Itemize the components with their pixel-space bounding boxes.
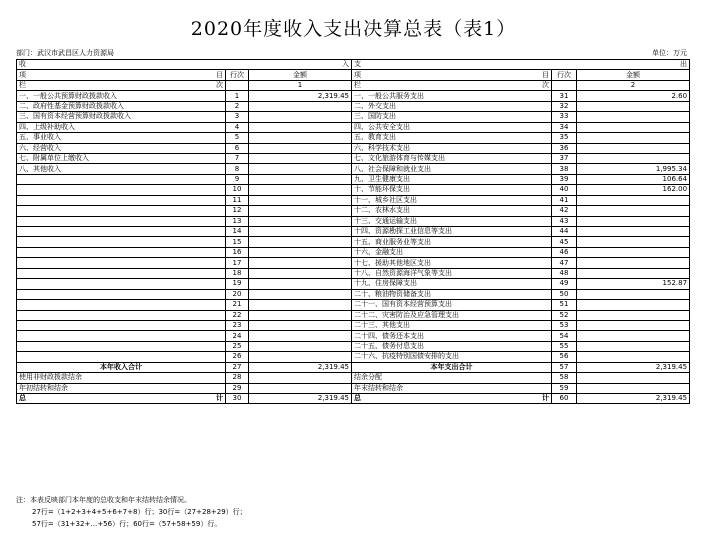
table-cell: 44 <box>552 227 577 237</box>
table-row <box>17 310 690 320</box>
table-cell: 20 <box>226 289 249 299</box>
table-cell: 一、一般公共服务支出 <box>352 91 552 101</box>
table-cell <box>249 352 352 362</box>
table-cell: 39 <box>552 174 577 184</box>
table-cell: 3 <box>226 112 249 122</box>
table-cell: 34 <box>552 122 577 132</box>
amount-header: 金额 <box>249 70 352 80</box>
table-cell: 12 <box>226 206 249 216</box>
table-row <box>17 352 690 362</box>
table-cell: 九、卫生健康支出 <box>352 174 552 184</box>
table-row <box>17 143 690 153</box>
department-label: 部门：武汉市武昌区人力资源局 <box>16 49 114 57</box>
table-row <box>17 279 690 289</box>
table-cell <box>577 206 690 216</box>
table-cell <box>17 268 226 278</box>
table-cell <box>17 352 226 362</box>
table-cell: 二十六、抗疫特别国债安排的支出 <box>352 352 552 362</box>
table-cell <box>577 195 690 205</box>
table-cell: 21 <box>226 300 249 310</box>
table-cell: 八、其他收入 <box>17 164 226 174</box>
table-cell: 38 <box>552 164 577 174</box>
table-cell <box>17 320 226 330</box>
table-cell <box>577 237 690 247</box>
table-cell <box>249 310 352 320</box>
table-cell <box>249 164 352 174</box>
table-cell: 15 <box>226 237 249 247</box>
table-cell <box>577 300 690 310</box>
table-cell: 36 <box>552 143 577 153</box>
table-cell <box>249 268 352 278</box>
table-cell <box>17 216 226 226</box>
table-cell: 54 <box>552 331 577 341</box>
table-cell: 51 <box>552 300 577 310</box>
grand-total-row: 总 计 30 2,319.45 总 计 60 2,319.45 <box>17 394 690 404</box>
table-cell: 13 <box>226 216 249 226</box>
table-cell: 40 <box>552 185 577 195</box>
table-cell <box>249 227 352 237</box>
table-cell: 18 <box>226 268 249 278</box>
table-row <box>17 300 690 310</box>
table-cell <box>249 320 352 330</box>
table-cell: 二十、粮油物资储备支出 <box>352 289 552 299</box>
table-cell <box>577 258 690 268</box>
table-cell <box>577 122 690 132</box>
table-cell <box>17 247 226 257</box>
table-cell: 56 <box>552 352 577 362</box>
table-cell: 53 <box>552 320 577 330</box>
table-row <box>17 206 690 216</box>
table-row: 年初结转和结余 29 年末结转和结余 59 <box>17 383 690 393</box>
table-cell <box>577 268 690 278</box>
table-cell <box>249 300 352 310</box>
table-cell <box>17 279 226 289</box>
table-cell: 35 <box>552 133 577 143</box>
table-cell: 八、社会保障和就业支出 <box>352 164 552 174</box>
table-cell: 47 <box>552 258 577 268</box>
table-cell <box>249 133 352 143</box>
table-cell: 十四、资源勘探工业信息等支出 <box>352 227 552 237</box>
table-cell <box>17 237 226 247</box>
table-cell: 2.60 <box>577 91 690 101</box>
table-cell: 四、上级补助收入 <box>17 122 226 132</box>
table-cell <box>249 112 352 122</box>
table-cell: 二、政府性基金预算财政拨款收入 <box>17 101 226 111</box>
table-cell: 45 <box>552 237 577 247</box>
table-cell <box>577 352 690 362</box>
table-cell: 37 <box>552 153 577 163</box>
table-cell: 4 <box>226 122 249 132</box>
table-cell: 七、文化旅游体育与传媒支出 <box>352 153 552 163</box>
table-row <box>17 258 690 268</box>
table-cell: 43 <box>552 216 577 226</box>
table-cell: 六、科学技术支出 <box>352 143 552 153</box>
table-cell: 32 <box>552 101 577 111</box>
table-cell <box>577 320 690 330</box>
table-cell: 49 <box>552 279 577 289</box>
table-cell: 8 <box>226 164 249 174</box>
table-cell <box>17 206 226 216</box>
header-row-columns: 项 目 行次 金额 项 目 行次 金额 <box>17 70 690 80</box>
table-cell <box>249 153 352 163</box>
table-cell: 七、附属单位上缴收入 <box>17 153 226 163</box>
table-row <box>17 247 690 257</box>
line-header: 行次 <box>226 70 249 80</box>
table-cell: 1,995.34 <box>577 164 690 174</box>
table-cell <box>249 279 352 289</box>
table-cell: 52 <box>552 310 577 320</box>
table-cell: 三、国防支出 <box>352 112 552 122</box>
table-cell <box>577 153 690 163</box>
table-cell <box>577 101 690 111</box>
table-cell: 六、经营收入 <box>17 143 226 153</box>
table-cell: 二十一、国有资本经营预算支出 <box>352 300 552 310</box>
table-row <box>17 91 690 101</box>
table-cell: 33 <box>552 112 577 122</box>
table-cell <box>17 300 226 310</box>
table-cell: 二十四、债务还本支出 <box>352 331 552 341</box>
table-cell <box>577 341 690 351</box>
table-cell: 十二、农林水支出 <box>352 206 552 216</box>
table-cell: 十三、交通运输支出 <box>352 216 552 226</box>
table-cell <box>577 227 690 237</box>
table-cell: 十、节能环保支出 <box>352 185 552 195</box>
table-row <box>17 122 690 132</box>
unit-label: 单位：万元 <box>652 49 687 57</box>
table-cell: 2 <box>226 101 249 111</box>
table-cell: 十一、城乡社区支出 <box>352 195 552 205</box>
table-cell: 24 <box>226 331 249 341</box>
table-row <box>17 320 690 330</box>
table-cell <box>17 289 226 299</box>
table-row <box>17 237 690 247</box>
table-cell: 17 <box>226 258 249 268</box>
expense-heading: 支 <box>354 60 362 69</box>
table-cell: 46 <box>552 247 577 257</box>
table-cell: 26 <box>226 352 249 362</box>
table-cell: 五、事业收入 <box>17 133 226 143</box>
table-cell <box>17 331 226 341</box>
table-cell <box>249 174 352 184</box>
table-cell: 十六、金融支出 <box>352 247 552 257</box>
table-row <box>17 289 690 299</box>
table-cell: 14 <box>226 227 249 237</box>
table-cell <box>17 195 226 205</box>
table-cell: 5 <box>226 133 249 143</box>
table-cell: 48 <box>552 268 577 278</box>
header-row-col-index: 栏 次 1 栏 次 2 <box>17 80 690 90</box>
table-cell <box>577 310 690 320</box>
table-cell <box>249 247 352 257</box>
table-cell <box>249 185 352 195</box>
table-cell <box>577 112 690 122</box>
table-cell: 41 <box>552 195 577 205</box>
table-cell: 106.64 <box>577 174 690 184</box>
table-cell: 四、公共安全支出 <box>352 122 552 132</box>
page-title: 2020年度收入支出决算总表（表1） <box>190 18 517 40</box>
table-cell: 16 <box>226 247 249 257</box>
table-cell <box>249 122 352 132</box>
table-cell <box>577 247 690 257</box>
table-cell: 2,319.45 <box>249 91 352 101</box>
table-row: 使用非财政拨款结余 28 结余分配 58 <box>17 373 690 383</box>
table-row <box>17 164 690 174</box>
table-cell <box>249 143 352 153</box>
table-cell: 五、教育支出 <box>352 133 552 143</box>
table-cell <box>17 310 226 320</box>
table-cell: 10 <box>226 185 249 195</box>
table-cell: 二、外交支出 <box>352 101 552 111</box>
table-cell: 十八、自然资源海洋气象等支出 <box>352 268 552 278</box>
table-cell: 19 <box>226 279 249 289</box>
table-cell <box>577 143 690 153</box>
table-cell: 152.87 <box>577 279 690 289</box>
table-cell: 十七、援助其他地区支出 <box>352 258 552 268</box>
table-cell <box>17 174 226 184</box>
table-cell <box>249 331 352 341</box>
table-row <box>17 112 690 122</box>
table-cell <box>17 258 226 268</box>
total-row: 本年收入合计 27 2,319.45 本年支出合计 57 2,319.45 <box>17 362 690 372</box>
table-row <box>17 268 690 278</box>
table-cell <box>17 227 226 237</box>
table-cell <box>249 237 352 247</box>
table-cell: 11 <box>226 195 249 205</box>
footnotes: 注：本表反映部门本年度的总收支和年末结转结余情况。 27行=（1+2+3+4+5+6+7+8）行；30行=（27+28+29）行； 57行=（31+32+…+56）行；60行=（57+58+59）行。 <box>16 496 247 528</box>
table-row <box>17 195 690 205</box>
table-row <box>17 174 690 184</box>
table-row <box>17 133 690 143</box>
table-cell: 23 <box>226 320 249 330</box>
table-row <box>17 153 690 163</box>
table-cell: 25 <box>226 341 249 351</box>
amount-header: 金额 <box>577 70 690 80</box>
table-cell: 一、一般公共预算财政拨款收入 <box>17 91 226 101</box>
table-cell <box>577 216 690 226</box>
table-cell <box>17 185 226 195</box>
table-row <box>17 331 690 341</box>
table-cell: 二十二、灾害防治及应急管理支出 <box>352 310 552 320</box>
table-cell <box>577 331 690 341</box>
table-cell <box>249 258 352 268</box>
table-cell: 十五、商业服务业等支出 <box>352 237 552 247</box>
table-cell <box>249 195 352 205</box>
table-cell: 9 <box>226 174 249 184</box>
table-cell: 1 <box>226 91 249 101</box>
table-cell <box>17 341 226 351</box>
table-cell: 二十三、其他支出 <box>352 320 552 330</box>
table-cell: 31 <box>552 91 577 101</box>
table-cell: 50 <box>552 289 577 299</box>
table-row <box>17 216 690 226</box>
table-cell <box>249 101 352 111</box>
table-cell <box>249 341 352 351</box>
table-cell <box>249 206 352 216</box>
table-cell: 三、国有资本经营预算财政拨款收入 <box>17 112 226 122</box>
income-heading: 收 <box>19 60 26 69</box>
table-cell <box>249 289 352 299</box>
table-row <box>17 101 690 111</box>
header-row-section: 收 入 支 出 <box>17 60 690 70</box>
budget-table <box>16 59 690 404</box>
table-cell: 162.00 <box>577 185 690 195</box>
table-cell: 6 <box>226 143 249 153</box>
table-cell: 7 <box>226 153 249 163</box>
table-row <box>17 341 690 351</box>
table-cell: 55 <box>552 341 577 351</box>
table-cell: 十九、住房保障支出 <box>352 279 552 289</box>
table-row <box>17 185 690 195</box>
table-cell: 42 <box>552 206 577 216</box>
table-cell: 二十五、债务付息支出 <box>352 341 552 351</box>
table-cell: 22 <box>226 310 249 320</box>
table-cell <box>577 289 690 299</box>
table-cell <box>249 216 352 226</box>
table-row <box>17 227 690 237</box>
line-header: 行次 <box>552 70 577 80</box>
table-cell <box>577 133 690 143</box>
